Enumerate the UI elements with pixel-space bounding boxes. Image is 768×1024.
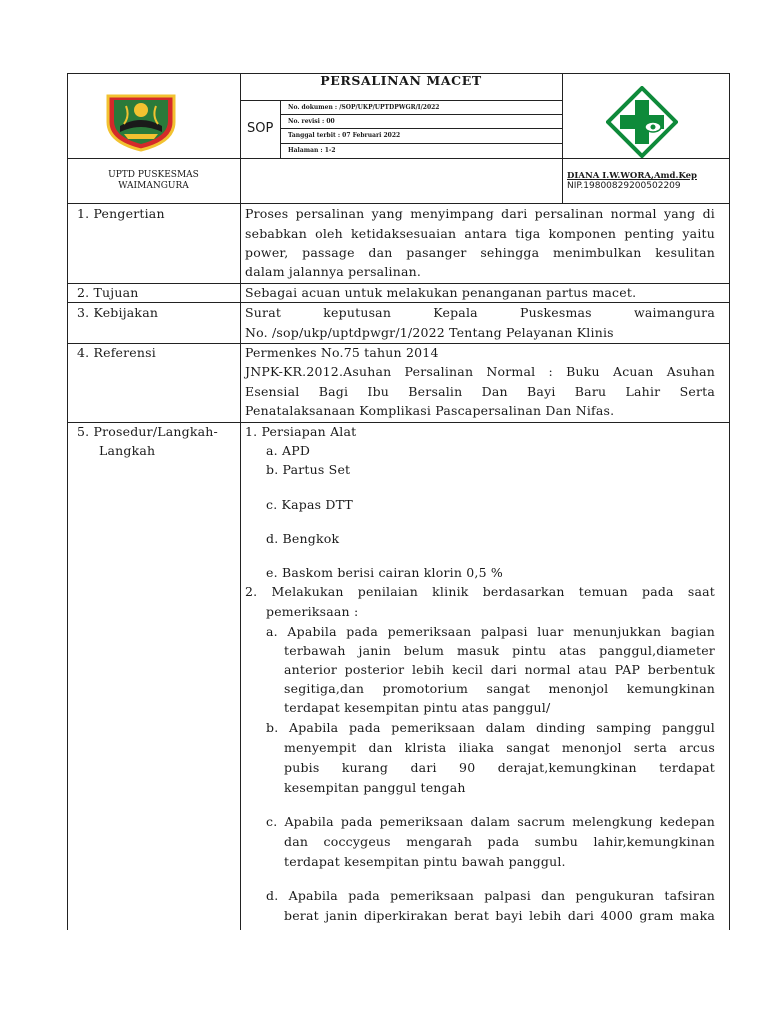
- sop-label: SOP: [247, 121, 274, 136]
- referensi-line: Permenkes No.75 tahun 2014: [245, 345, 439, 360]
- step-1-item: a. APD: [266, 443, 311, 458]
- kebijakan-line: Surat keputusan Kepala Puskesmas waimangura: [245, 305, 715, 320]
- table-border-left: [67, 73, 68, 930]
- step-2a-line: terbawah janin belum masuk pintu atas panggul,diameter: [284, 643, 715, 658]
- tujuan-text: Sebagai acuan untuk melakukan penanganan partus macet.: [245, 285, 637, 300]
- section-label-referensi: 4. Referensi: [77, 345, 156, 360]
- step-2a-line: terdapat kesempitan pintu atas panggul/: [284, 700, 551, 715]
- section-label-tujuan: 2. Tujuan: [77, 285, 139, 300]
- meta-divider-3: [280, 143, 562, 144]
- pengertian-line: power, passage dan pasanger sehingga menimbulkan kesulitan: [245, 245, 715, 260]
- referensi-line: JNPK-KR.2012.Asuhan Persalinan Normal : Buku Acuan Asuhan: [245, 364, 715, 379]
- pengertian-line: dalam jalannya persalinan.: [245, 264, 422, 279]
- kebijakan-line: No. /sop/ukp/uptdpwgr/1/2022 Tentang Pelayanan Klinis: [245, 325, 614, 340]
- header-bottom-line: [67, 158, 729, 159]
- step-2d-line: d. Apabila pada pemeriksaan palpasi dan pengukuran tafsiran: [266, 888, 715, 903]
- row-divider-1: [67, 283, 729, 284]
- pengertian-line: Proses persalinan yang menyimpang dari persalinan normal yang di: [245, 206, 715, 221]
- header-end-line: [67, 203, 729, 204]
- signer-nip: NIP.19800829200502209: [567, 181, 681, 191]
- section-label-prosedur: 5. Prosedur/Langkah-: [77, 424, 218, 439]
- step-2d-line: berat janin diperkirakan berat bayi lebih dari 4000 gram maka: [284, 908, 715, 923]
- page-number: Halaman : 1-2: [288, 147, 336, 154]
- revision-number: No. revisi : 00: [288, 118, 335, 125]
- pengertian-line: sebabkan oleh ketidaksesuaian antara tiga komponen penting yaitu: [245, 226, 715, 241]
- step-2c-line: dan coccygeus mengarah pada sumbu lahir,kemungkinan: [284, 834, 715, 849]
- puskesmas-logo-icon: [606, 86, 678, 158]
- signer-name: DIANA I.W.WORA,Amd.Kep: [567, 171, 697, 181]
- meta-divider-2: [280, 128, 562, 129]
- step-2c-line: terdapat kesempitan pintu bawah panggul.: [284, 854, 566, 869]
- step-1-item: d. Bengkok: [266, 531, 340, 546]
- step-2b-line: menyempit dan klrista iliaka sangat menonjol serta arcus: [284, 740, 715, 755]
- sop-divider: [280, 100, 281, 158]
- issue-date: Tanggal terbit : 07 Februari 2022: [288, 132, 401, 139]
- step-2-heading: 2. Melakukan penilaian klinik berdasarkan temuan pada saat: [245, 584, 715, 599]
- org-name-line1: UPTD PUSKESMAS: [108, 170, 199, 180]
- step-2b-line: pubis kurang dari 90 derajat,kemungkinan terdapat: [284, 760, 715, 775]
- section-label-pengertian: 1. Pengertian: [77, 206, 165, 221]
- header-right-divider: [562, 73, 563, 203]
- step-1-item: e. Baskom berisi cairan klorin 0,5 %: [266, 565, 504, 580]
- row-divider-4: [67, 422, 729, 423]
- org-name-line2: WAIMANGURA: [118, 181, 189, 191]
- section-label-kebijakan: 3. Kebijakan: [77, 305, 159, 320]
- step-2-heading-cont: pemeriksaan :: [266, 604, 359, 619]
- title-divider: [240, 100, 562, 101]
- referensi-line: Esensial Bagi Ibu Bersalin Dan Bayi Baru Lahir Serta: [245, 384, 715, 399]
- step-2a-line: anterior posterior lebih kecil dari normal atau PAP berbentuk: [284, 662, 715, 677]
- step-2b-line: kesempitan panggul tengah: [284, 780, 466, 795]
- row-divider-3: [67, 343, 729, 344]
- column-divider: [240, 73, 241, 930]
- regency-emblem-icon: [104, 92, 178, 152]
- doc-number: No. dokumen : /SOP/UKP/UPTDPWGR/I/2022: [288, 104, 440, 111]
- meta-divider-1: [280, 114, 562, 115]
- row-divider-2: [67, 302, 729, 303]
- step-1-item: b. Partus Set: [266, 462, 351, 477]
- step-2b-line: b. Apabila pada pemeriksaan dalam dinding samping panggul: [266, 720, 715, 735]
- step-2c-line: c. Apabila pada pemeriksaan dalam sacrum melengkung kedepan: [266, 814, 715, 829]
- section-label-prosedur-cont: Langkah: [99, 443, 156, 458]
- step-1-item: c. Kapas DTT: [266, 497, 353, 512]
- document-title: PERSALINAN MACET: [320, 73, 482, 88]
- table-border-right: [729, 73, 730, 930]
- referensi-line: Penatalaksanaan Komplikasi Pascapersalinan Dan Nifas.: [245, 403, 615, 418]
- step-2a-line: segitiga,dan promotorium sangat menonjol kemungkinan: [284, 681, 715, 696]
- step-2a-line: a. Apabila pada pemeriksaan palpasi luar menunjukkan bagian: [266, 624, 715, 639]
- step-1-heading: 1. Persiapan Alat: [245, 424, 357, 439]
